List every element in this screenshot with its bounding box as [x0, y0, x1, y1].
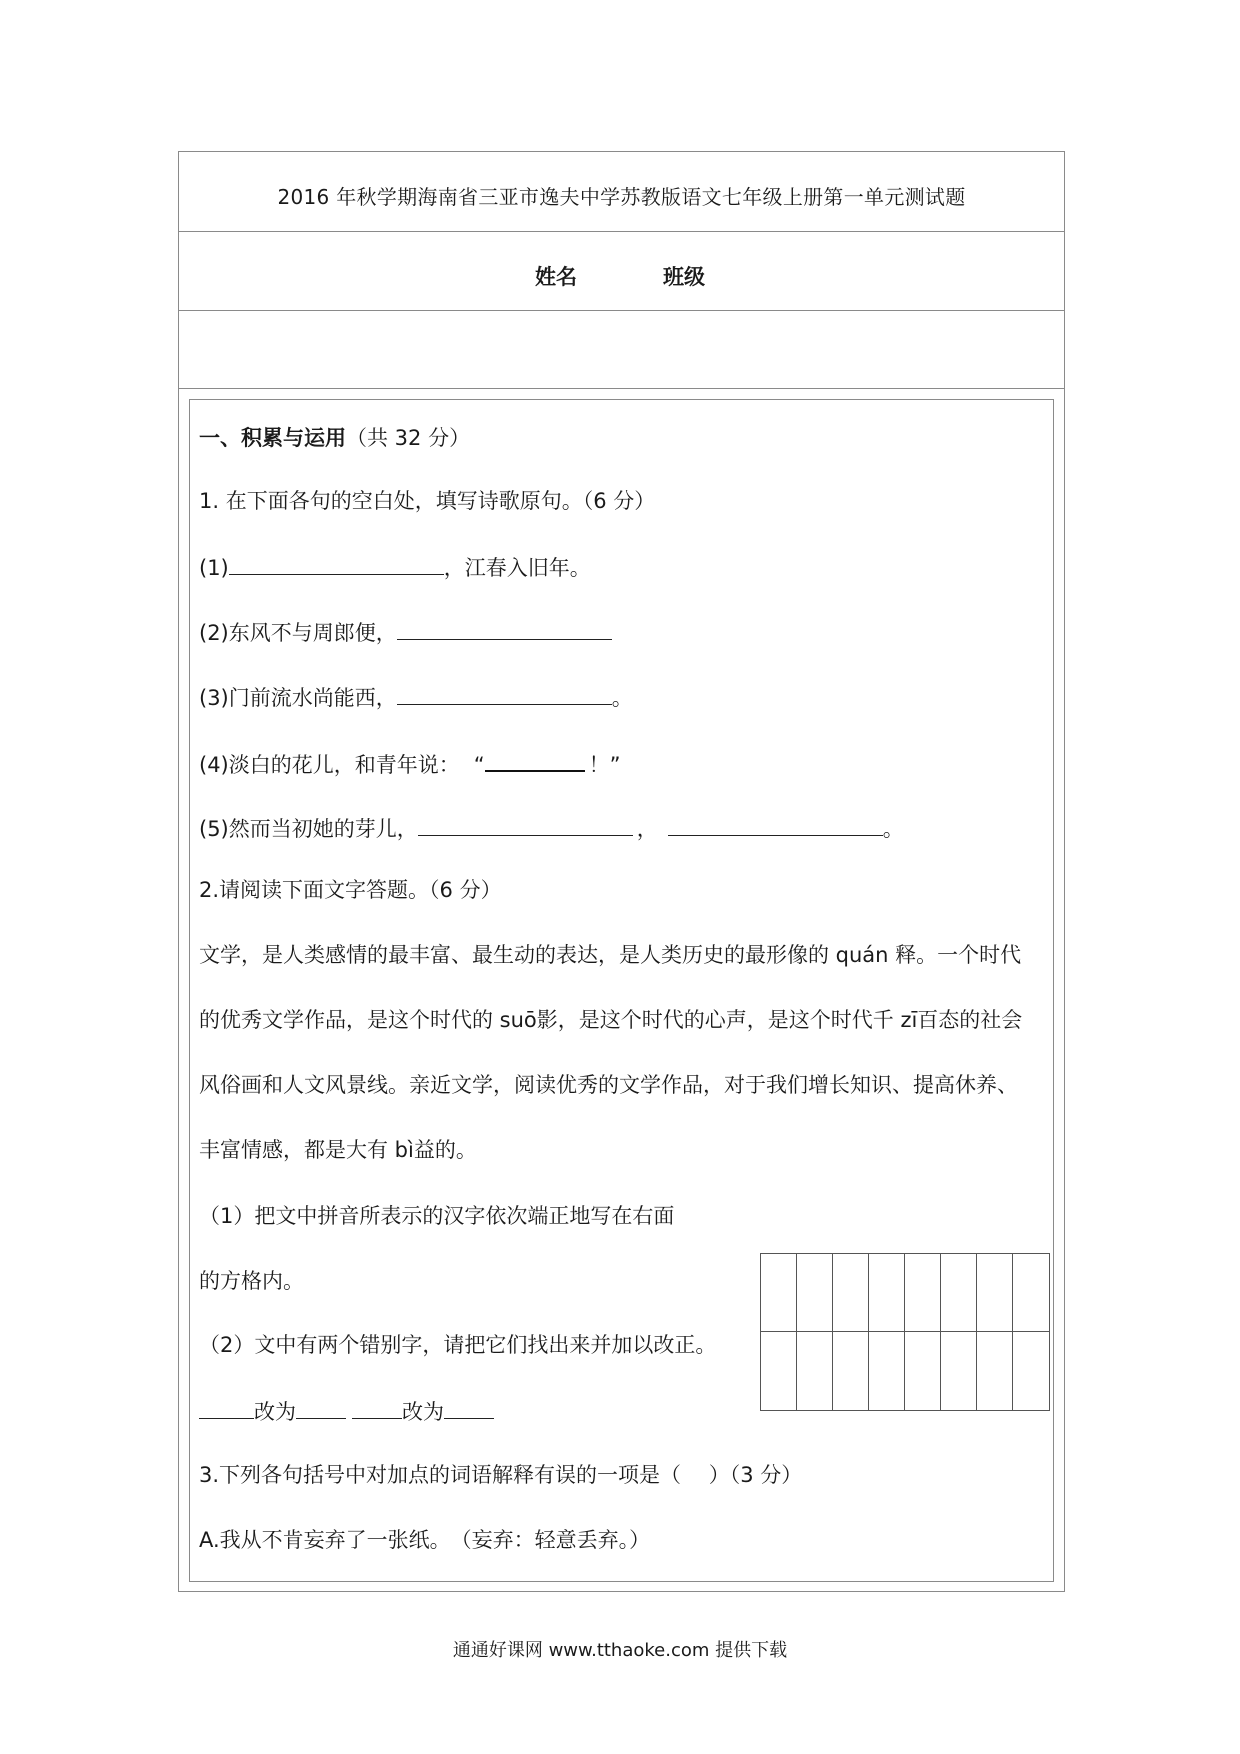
answer-blank[interactable] [352, 1396, 402, 1419]
grid-cell[interactable] [797, 1254, 833, 1332]
grid-cell[interactable] [977, 1332, 1013, 1410]
q2-sub1-line2: 的方格内。 [199, 1269, 304, 1293]
answer-blank[interactable] [397, 617, 612, 640]
question-2-stem: 2.请阅读下面文字答题。（6 分） [199, 878, 502, 902]
grid-cell[interactable] [941, 1332, 977, 1410]
q1-item-5-prefix: (5)然而当初她的芽儿， [199, 817, 418, 841]
blank-row [179, 311, 1064, 389]
grid-cell[interactable] [905, 1332, 941, 1410]
footer-text: 通通好课网 www.tthaoke.com 提供下载 [452, 1640, 788, 1661]
q1-item-3-suffix: 。 [611, 686, 633, 710]
q1-item-3-prefix: (3)门前流水尚能西， [199, 686, 397, 710]
q1-item-2-prefix: (2)东风不与周郎便， [199, 621, 397, 645]
q2-sub1-line1: （1）把文中拼音所表示的汉字依次端正地写在右面 [199, 1204, 675, 1228]
grid-cell[interactable] [833, 1332, 869, 1410]
answer-blank[interactable] [485, 748, 585, 772]
class-label: 班级 [663, 265, 705, 289]
open-quote: “ [473, 753, 485, 777]
q3-option-a: A.我从不肯妄弃了一张纸。 （妄弃：轻意丢弃。） [199, 1528, 651, 1552]
grid-cell[interactable] [1013, 1332, 1049, 1410]
section-heading-title: 一、积累与运用 [199, 426, 346, 450]
grid-cell[interactable] [869, 1254, 905, 1332]
answer-blank[interactable] [397, 682, 612, 705]
answer-blank[interactable] [444, 1396, 494, 1419]
question-area [189, 399, 1054, 1582]
title-row [179, 152, 1064, 232]
q1-item-5-comma: ， [636, 817, 658, 841]
answer-blank[interactable] [296, 1396, 346, 1419]
q1-item-4-prefix: (4)淡白的花儿，和青年说： [199, 753, 460, 777]
q1-item-1-suffix: ，江春入旧年。 [443, 556, 591, 580]
grid-cell[interactable] [1013, 1254, 1049, 1332]
grid-cell[interactable] [977, 1254, 1013, 1332]
grid-cell[interactable] [869, 1332, 905, 1410]
grid-cell[interactable] [905, 1254, 941, 1332]
question-1-stem: 1. 在下面各句的空白处，填写诗歌原句。（6 分） [199, 489, 656, 513]
passage-line-3: 风俗画和人文风景线。亲近文学，阅读优秀的文学作品，对于我们增长知识、提高休养、 [199, 1073, 1018, 1097]
question-3-stem: 3.下列各句括号中对加点的词语解释有误的一项是（ ）（3 分） [199, 1463, 803, 1487]
close-quote: ！” [588, 753, 621, 777]
passage-line-4: 丰富情感，都是大有 bì益的。 [199, 1138, 477, 1162]
q1-item-1-prefix: (1) [199, 556, 229, 580]
answer-blank[interactable] [199, 1396, 254, 1419]
grid-cell[interactable] [941, 1254, 977, 1332]
q2-sub2: （2）文中有两个错别字，请把它们找出来并加以改正。 [199, 1333, 717, 1357]
grid-cell[interactable] [797, 1332, 833, 1410]
grid-cell[interactable] [833, 1254, 869, 1332]
q1-item-5 [199, 813, 904, 843]
name-class-row [179, 232, 1064, 311]
answer-grid[interactable] [760, 1253, 1050, 1411]
exam-title: 2016 年秋学期海南省三亚市逸夫中学苏教版语文七年级上册第一单元测试题 [277, 185, 966, 209]
q1-item-5-suffix: 。 [882, 817, 904, 841]
passage-line-1: 文学，是人类感情的最丰富、最生动的表达，是人类历史的最形像的 quán 释。一个时代 [199, 943, 1022, 967]
answer-blank[interactable] [229, 552, 444, 575]
exam-table [178, 151, 1065, 1592]
section-heading-note: （共 32 分） [346, 426, 471, 450]
passage-line-2: 的优秀文学作品，是这个时代的 suō影，是这个时代的心声，是这个时代千 zī百态的社会 [199, 1008, 1023, 1032]
grid-cell[interactable] [761, 1332, 797, 1410]
change-label: 改为 [254, 1400, 296, 1424]
q1-item-4 [199, 748, 621, 779]
grid-cell[interactable] [761, 1254, 797, 1332]
name-label: 姓名 [535, 265, 577, 289]
q1-item-3 [199, 682, 633, 712]
q1-item-2 [199, 617, 612, 647]
change-label: 改为 [402, 1400, 444, 1424]
q2-correction-line [199, 1396, 494, 1426]
answer-blank[interactable] [668, 813, 883, 836]
section-heading [199, 424, 470, 452]
q1-item-1 [199, 552, 591, 582]
answer-blank[interactable] [418, 813, 633, 836]
